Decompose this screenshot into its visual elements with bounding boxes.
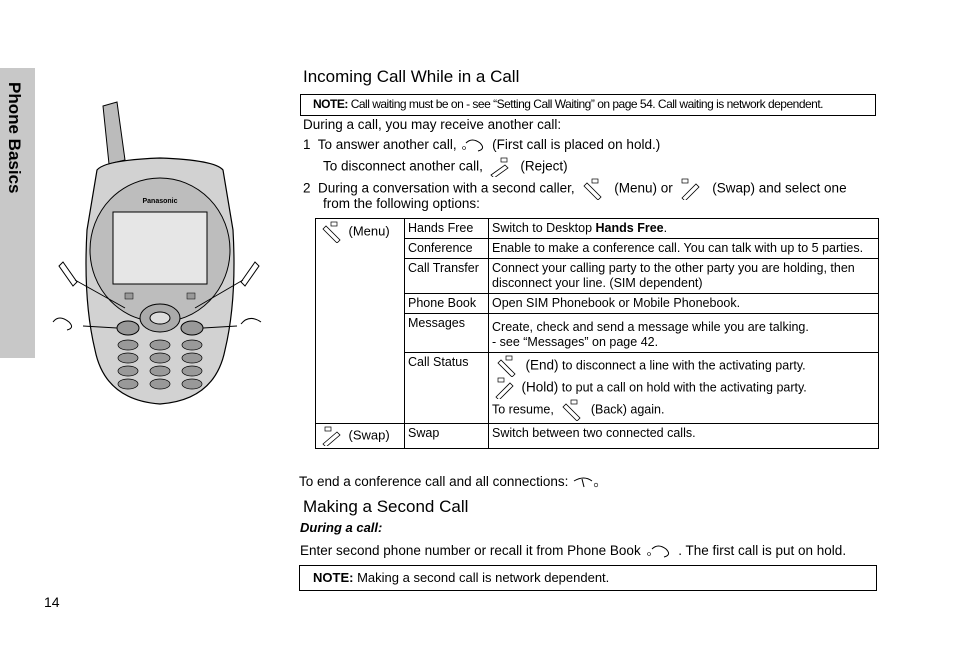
section-subtitle: During a call:: [300, 520, 383, 535]
step-2-line2: from the following options:: [323, 196, 480, 211]
note-text: Call waiting must be on - see “Setting Call Waiting” on page 54. Call waiting is network dependent.: [350, 97, 824, 111]
intro-text: During a call, you may receive another call:: [303, 117, 562, 132]
send-key-icon: [644, 543, 674, 559]
option-name: Call Transfer: [405, 259, 489, 294]
second-call-text-post: . The first call is put on hold.: [678, 543, 847, 558]
right-soft-key-icon: [492, 377, 518, 399]
call-options-table: [315, 218, 879, 449]
resume-suffix: (Back) again.: [590, 402, 665, 417]
note-text: Making a second call is network dependent.: [357, 570, 610, 585]
section-title-incoming-call: Incoming Call While in a Call: [303, 67, 520, 86]
option-name: Messages: [405, 314, 489, 353]
option-desc-line2: - see “Messages” on page 42.: [492, 335, 659, 349]
option-desc-text: Switch to Desktop: [492, 221, 596, 235]
option-desc: Open SIM Phonebook or Mobile Phonebook.: [489, 294, 879, 314]
hold-text: to put a call on hold with the activating party.: [558, 380, 807, 395]
end-key-icon: [572, 475, 602, 489]
option-desc-end: .: [663, 221, 668, 235]
table-row: [316, 424, 879, 449]
swap-key-cell: [316, 424, 405, 449]
option-desc-line1: Create, check and send a message while you are talking.: [492, 320, 809, 334]
step-1-number: 1: [303, 137, 311, 152]
end-label: (End): [525, 357, 559, 373]
option-desc: [489, 314, 879, 353]
step-1-text: To answer another call,: [317, 137, 457, 152]
end-text: to disconnect a line with the activating party.: [558, 358, 806, 373]
option-desc: Switch between two connected calls.: [489, 424, 879, 449]
hold-label: (Hold): [521, 379, 559, 395]
option-name: Call Status: [405, 353, 489, 424]
end-conference-text: [299, 474, 602, 489]
option-desc: Enable to make a conference call. You can talk with up to 5 parties.: [489, 239, 879, 259]
step-1b-suffix: (Reject): [520, 158, 568, 174]
option-name: Phone Book: [405, 294, 489, 314]
swap-label: (Swap): [348, 427, 390, 443]
resume-text: To resume,: [492, 402, 554, 417]
send-key-icon: [460, 137, 488, 153]
option-desc: [489, 219, 879, 239]
step-2-text: During a conversation with a second caller,: [318, 180, 575, 196]
step-1-suffix: (First call is placed on hold.): [492, 137, 661, 152]
step-2-menu: (Menu) or: [614, 180, 673, 196]
end-conference-label: To end a conference call and all connections:: [299, 474, 569, 489]
table-row: [316, 219, 879, 239]
side-tab-label: Phone Basics: [5, 82, 24, 194]
step-1: [303, 137, 660, 153]
section-title-second-call: Making a Second Call: [303, 497, 469, 516]
menu-key-cell: [316, 219, 405, 424]
step-2-number: 2: [303, 180, 311, 196]
phone-illustration: [45, 100, 280, 410]
option-name: Hands Free: [405, 219, 489, 239]
menu-label: (Menu): [348, 223, 390, 239]
left-soft-key-icon: [578, 178, 610, 200]
step-1b: [323, 157, 568, 177]
left-soft-key-icon: [557, 399, 587, 421]
step-1b-text: To disconnect another call,: [323, 158, 483, 174]
second-call-text-pre: Enter second phone number or recall it from Phone Book: [300, 543, 641, 558]
phone-brand: Panasonic: [142, 198, 178, 205]
right-soft-key-icon: [319, 426, 345, 446]
right-soft-key-icon: [676, 178, 708, 200]
page-number: 14: [44, 594, 60, 610]
second-call-text: [300, 543, 846, 559]
note-label: NOTE:: [313, 570, 354, 585]
left-soft-key-icon: [319, 221, 345, 243]
section-side-tab: [0, 68, 35, 358]
note-label: NOTE:: [313, 97, 348, 111]
option-name: Swap: [405, 424, 489, 449]
note-second-call: [299, 565, 877, 591]
note-call-waiting: [300, 94, 876, 116]
option-name: Conference: [405, 239, 489, 259]
step-2-swap: (Swap) and select one: [712, 180, 847, 196]
option-desc-bold: Hands Free: [595, 221, 664, 235]
left-soft-key-icon: [492, 355, 522, 377]
right-soft-key-icon: [487, 157, 517, 177]
option-desc: [489, 353, 879, 424]
option-desc: Connect your calling party to the other party you are holding, then disconnect your line. (SIM dependent): [489, 259, 879, 294]
